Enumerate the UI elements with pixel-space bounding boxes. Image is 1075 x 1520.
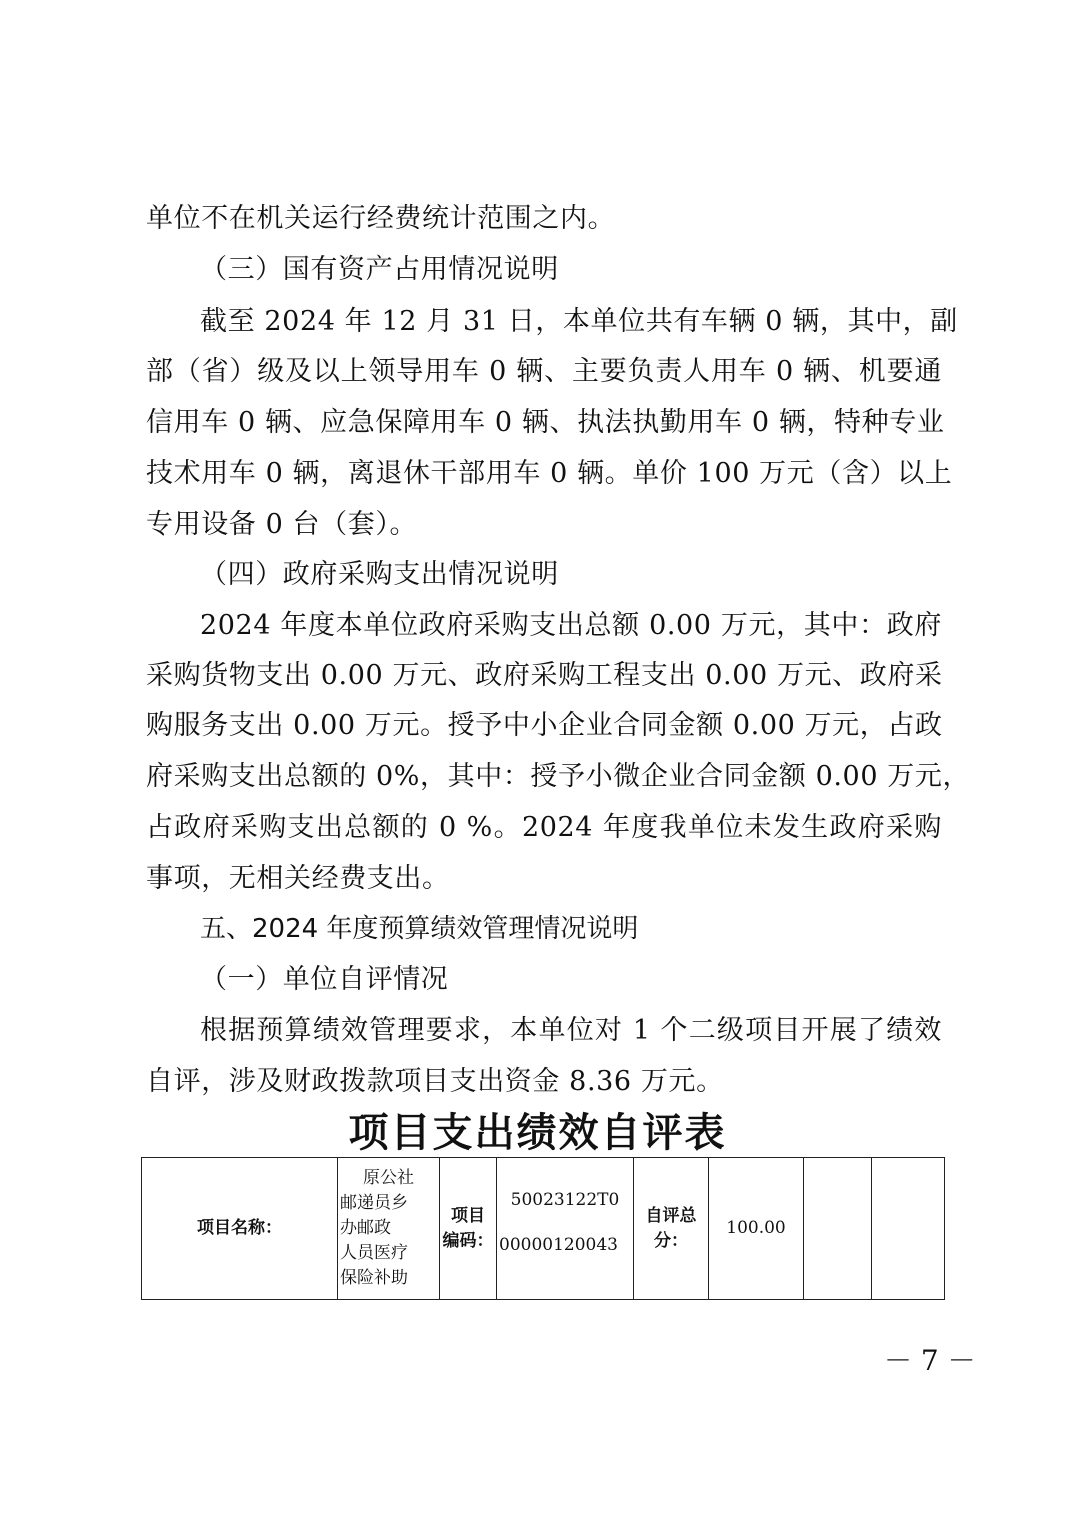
table-title: 项目支出绩效自评表 [348, 1109, 727, 1156]
text-line: 根据预算绩效管理要求，本单位对 1 个二级项目开展了绩效 [200, 1015, 942, 1046]
text-line: 事项，无相关经费支出。 [146, 863, 450, 894]
project-name-line: 邮递员乡 [340, 1193, 408, 1213]
score-label-line: 分： [654, 1230, 688, 1251]
code-value-line: 00000120043 [499, 1235, 618, 1255]
project-name-line: 人员医疗 [340, 1243, 408, 1263]
code-label-line: 编码： [442, 1230, 494, 1251]
project-code-value [497, 1158, 634, 1300]
project-name-line: 保险补助 [340, 1268, 408, 1288]
project-code-label [440, 1158, 497, 1300]
text-line: 购服务支出 0.00 万元。授予中小企业合同金额 0.00 万元，占政 [146, 710, 943, 741]
text-line: 截至 2024 年 12 月 31 日，本单位共有车辆 0 辆，其中，副 [200, 306, 958, 337]
project-name-label: 项目名称： [142, 1158, 338, 1300]
text-line: 信用车 0 辆、应急保障用车 0 辆、执法执勤用车 0 辆，特种专业 [146, 407, 945, 438]
empty-cell [872, 1158, 945, 1300]
text-line: 自评，涉及财政拨款项目支出资金 8.36 万元。 [146, 1066, 724, 1097]
project-name-line: 办邮政 [340, 1218, 391, 1238]
self-score-value: 100.00 [709, 1158, 804, 1300]
self-score-label [634, 1158, 709, 1300]
code-label-line: 项目 [451, 1205, 485, 1226]
text-line: 府采购支出总额的 0%，其中：授予小微企业合同金额 0.00 万元， [146, 761, 971, 792]
subheading-assets: （三）国有资产占用情况说明 [200, 254, 559, 285]
text-line: 专用设备 0 台（套）。 [146, 509, 418, 540]
text-line: 占政府采购支出总额的 0 %。2024 年度我单位未发生政府采购 [146, 812, 942, 843]
code-value-line: 50023122T0 [510, 1190, 620, 1210]
text-line: 2024 年度本单位政府采购支出总额 0.00 万元，其中：政府 [200, 610, 942, 641]
text-line: 技术用车 0 辆，离退休干部用车 0 辆。单价 100 万元（含）以上 [146, 458, 953, 489]
project-name-value [338, 1158, 440, 1300]
performance-table [141, 1157, 945, 1300]
page-number: － 7 － [884, 1344, 976, 1377]
text-line: 部（省）级及以上领导用车 0 辆、主要负责人用车 0 辆、机要通 [146, 356, 942, 387]
section-heading: 五、2024 年度预算绩效管理情况说明 [200, 914, 639, 944]
empty-cell [804, 1158, 872, 1300]
text-line: 单位不在机关运行经费统计范围之内。 [146, 203, 616, 234]
score-label-line: 自评总 [645, 1205, 697, 1226]
subheading-self-eval: （一）单位自评情况 [200, 964, 449, 995]
project-name-line: 原公社 [363, 1168, 414, 1188]
table-row [142, 1158, 945, 1300]
subheading-procurement: （四）政府采购支出情况说明 [200, 559, 559, 590]
text-line: 采购货物支出 0.00 万元、政府采购工程支出 0.00 万元、政府采 [146, 660, 943, 691]
